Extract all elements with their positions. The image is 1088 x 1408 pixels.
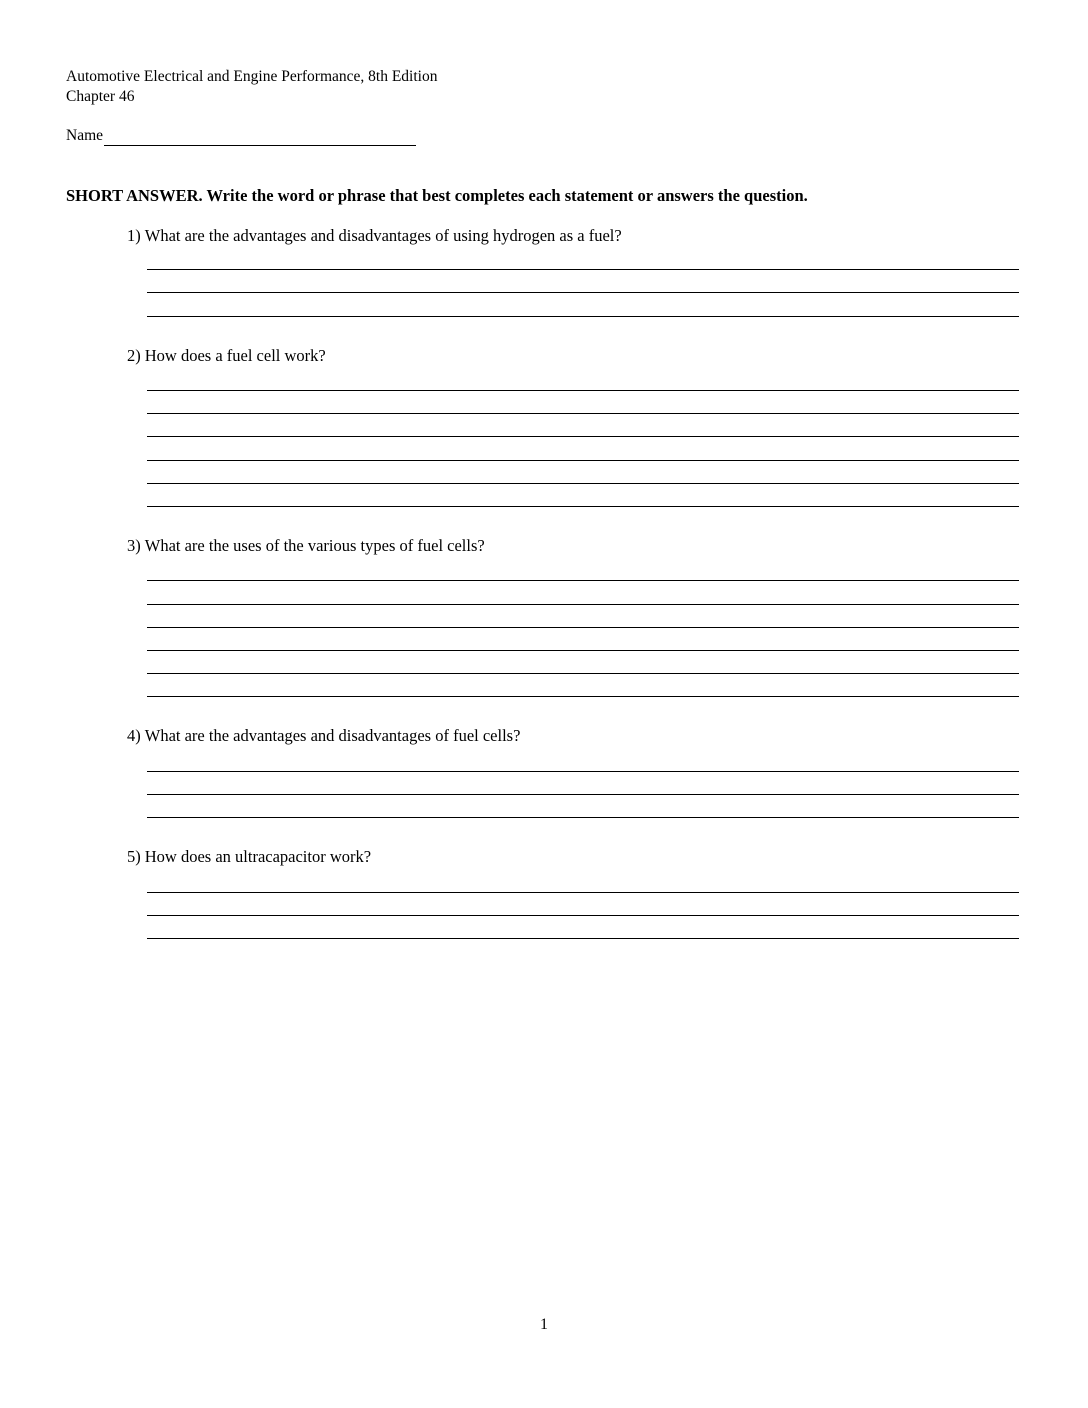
question-2 [127,345,326,367]
answer-line [147,771,1019,772]
question-text: How does an ultracapacitor work? [144,847,372,866]
question-number: 5) [127,847,141,866]
answer-line [147,316,1019,317]
answer-line [147,696,1019,697]
answer-line [147,292,1019,293]
answer-line [147,627,1019,628]
answer-line [147,269,1019,270]
answer-line [147,794,1019,795]
answer-line [147,506,1019,507]
answer-line [147,892,1019,893]
name-field [66,126,416,146]
answer-line [147,436,1019,437]
document-header [66,67,437,107]
answer-line [147,604,1019,605]
answer-line [147,413,1019,414]
page-number: 1 [540,1316,548,1333]
question-5 [127,846,371,868]
answer-line [147,390,1019,391]
name-input-line[interactable] [104,129,416,146]
chapter-label: Chapter 46 [66,88,135,105]
question-4 [127,725,520,747]
answer-line [147,483,1019,484]
answer-line [147,460,1019,461]
question-text: How does a fuel cell work? [144,346,326,365]
question-3 [127,535,485,557]
book-title: Automotive Electrical and Engine Performance, 8th Edition [66,68,438,85]
question-number: 1) [127,226,141,245]
answer-line [147,938,1019,939]
question-text: What are the uses of the various types of fuel cells? [144,536,485,555]
answer-line [147,817,1019,818]
question-text: What are the advantages and disadvantages of using hydrogen as a fuel? [144,226,622,245]
answer-line [147,915,1019,916]
question-1 [127,225,622,247]
section-instructions: SHORT ANSWER. Write the word or phrase that best completes each statement or answers the question. [66,186,808,205]
question-number: 2) [127,346,141,365]
answer-line [147,580,1019,581]
answer-line [147,673,1019,674]
question-text: What are the advantages and disadvantages of fuel cells? [144,726,521,745]
question-number: 4) [127,726,141,745]
answer-line [147,650,1019,651]
name-label: Name [66,127,104,144]
question-number: 3) [127,536,141,555]
